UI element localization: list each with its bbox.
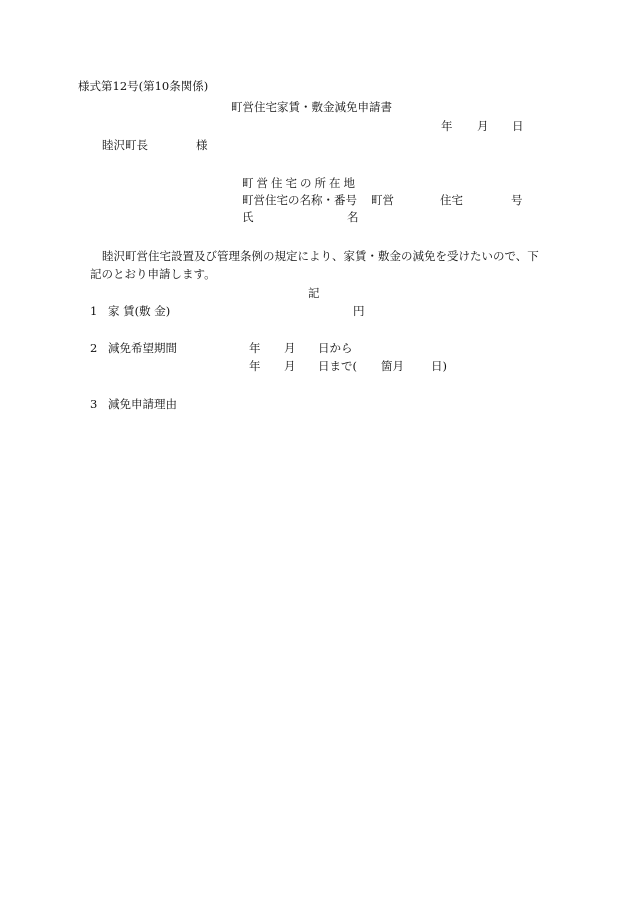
- applicant-name-label-2: 名: [347, 210, 359, 224]
- period-days-label: 日): [431, 359, 447, 373]
- date-month-label: 月: [477, 119, 489, 133]
- item-2-label: 減免希望期間: [108, 341, 177, 355]
- record-heading: 記: [308, 286, 320, 300]
- item-1-number: 1: [90, 304, 98, 318]
- period-to-year: 年: [249, 359, 261, 373]
- town-prefix-label: 町営: [371, 193, 394, 207]
- period-from-day: 日から: [318, 341, 353, 355]
- addressee-honorific: 様: [196, 138, 208, 152]
- housing-label: 住宅: [440, 193, 463, 207]
- period-from-month: 月: [284, 341, 296, 355]
- item-2-number: 2: [90, 341, 98, 355]
- form-number: 様式第12号(第10条関係): [78, 79, 209, 93]
- housing-name-number-label: 町営住宅の名称・番号: [242, 193, 357, 207]
- item-1-label: 家 賃(敷 金): [108, 304, 171, 318]
- applicant-name-label-1: 氏: [242, 210, 254, 224]
- period-to-month: 月: [284, 359, 296, 373]
- date-year-label: 年: [441, 119, 453, 133]
- rent-unit-label: 円: [353, 304, 365, 318]
- body-text-line-2: 記のとおり申請します。: [90, 267, 216, 281]
- document-title: 町営住宅家賃・敷金減免申請書: [231, 100, 392, 114]
- body-text-line-1: 睦沢町営住宅設置及び管理条例の規定により、家賃・敷金の減免を受けたいので、下: [102, 249, 539, 263]
- number-suffix-label: 号: [511, 193, 523, 207]
- item-3-label: 減免申請理由: [108, 397, 177, 411]
- period-months-label: 箇月: [381, 359, 404, 373]
- addressee-name: 睦沢町長: [102, 138, 148, 152]
- date-day-label: 日: [512, 119, 524, 133]
- period-to-day: 日まで(: [318, 359, 357, 373]
- item-3-number: 3: [90, 397, 98, 411]
- housing-location-label: 町営住宅の所在地: [242, 176, 358, 190]
- period-from-year: 年: [249, 341, 261, 355]
